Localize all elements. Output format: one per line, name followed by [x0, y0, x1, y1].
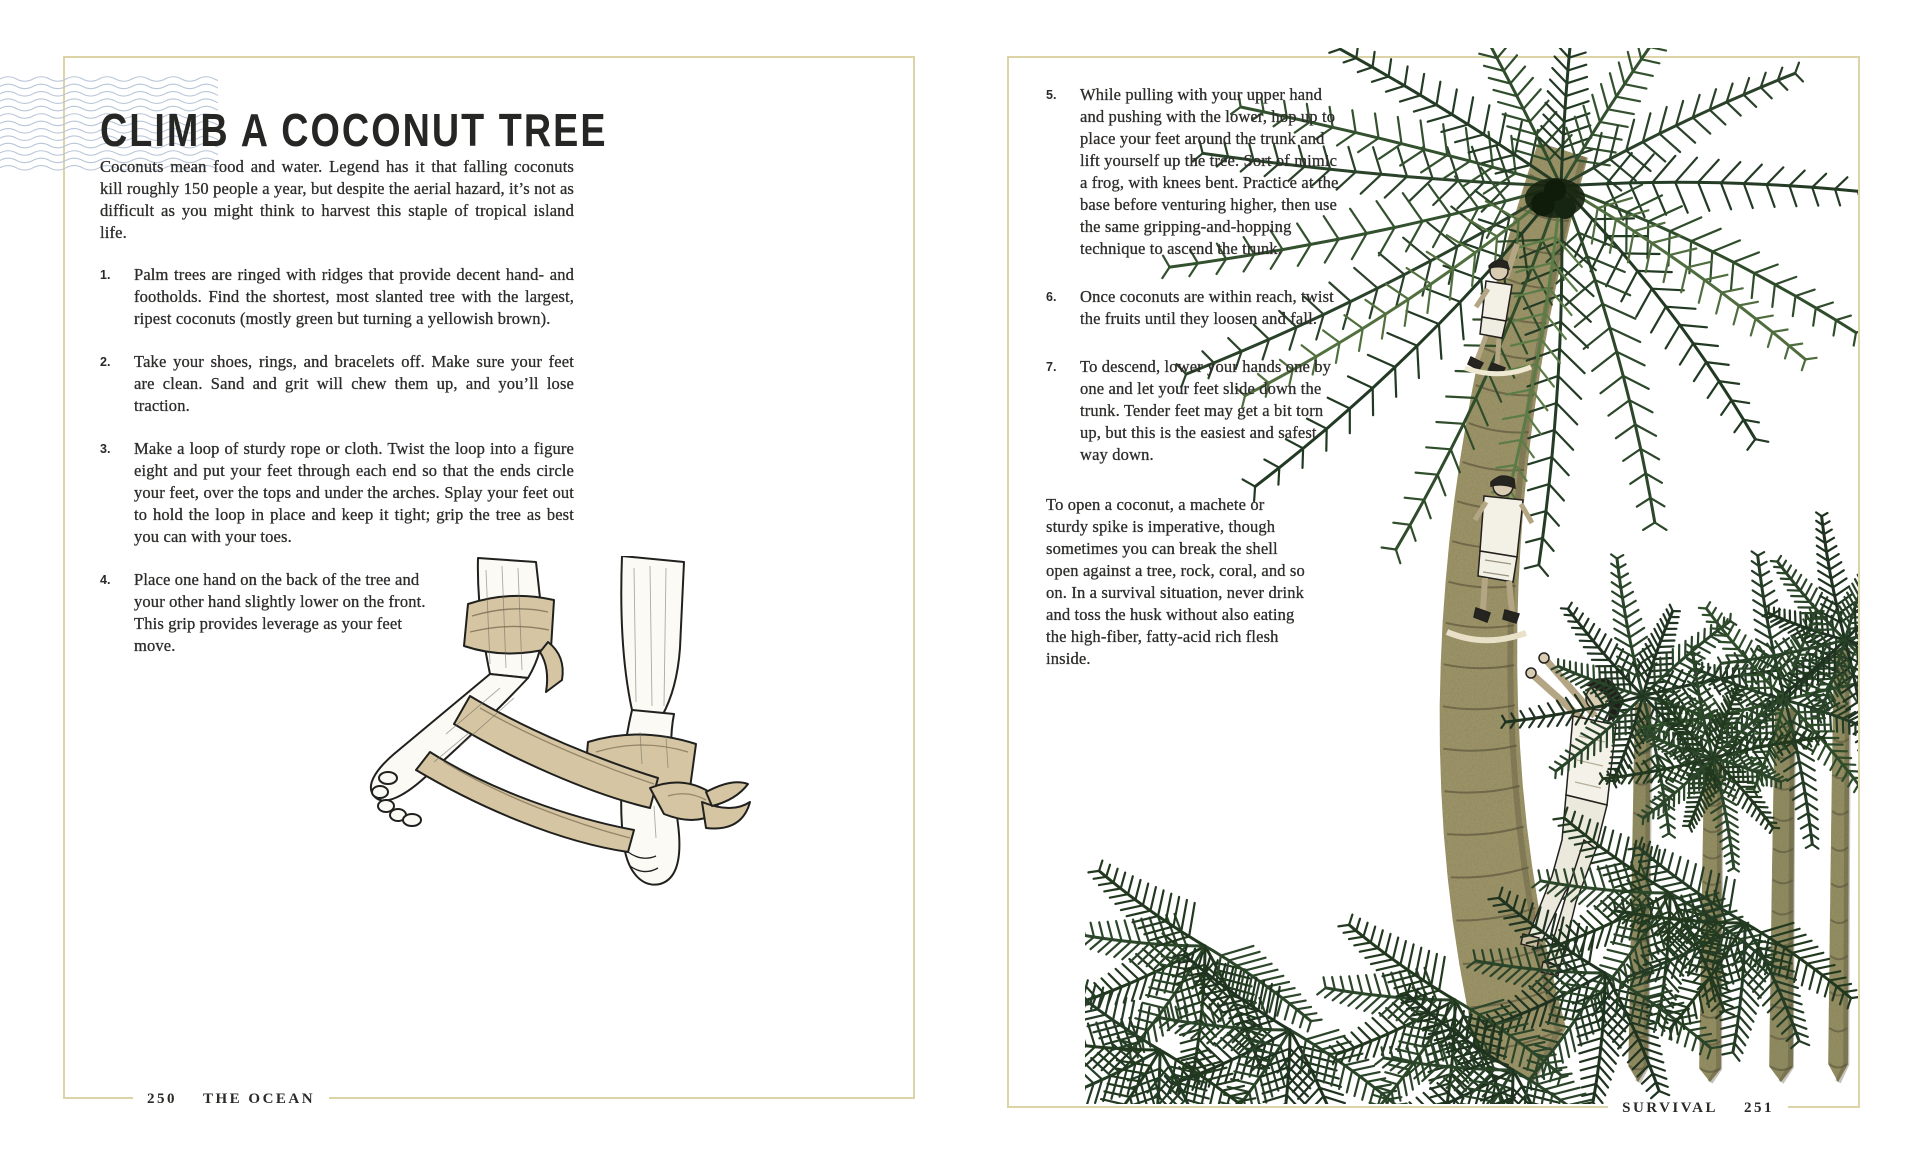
step-text: Palm trees are ringed with ridges that provide decent hand- and footholds. Find the shortest, most slanted tree with the largest, ripest coconuts (mostly green but turning a yellowish brown).	[134, 265, 574, 328]
step-text: While pulling with your upper hand and pushing with the lower, hop up to place your feet around the trunk and lift yourself up the tree. Sort of mimic a frog, with knees bent. Practice at the base before venturing higher, then use the same gripping-and-hopping technique to ascend the trunk.	[1080, 85, 1339, 258]
step-text: Make a loop of sturdy rope or cloth. Twist the loop into a figure eight and put your feet through each end so that the ends circle your feet, over the tops and under the arches. Splay your feet out to hold the loop in place and keep it tight; grip the tree as best you can with your toes.	[134, 439, 574, 546]
outro-paragraph: To open a coconut, a machete or sturdy spike is imperative, though sometimes you can break the shell open against a tree, rock, coral, and so on. In a survival situation, never drink and toss the husk without also eating the high-fiber, fatty-acid rich flesh inside.	[1046, 495, 1305, 668]
instruction-step	[100, 351, 574, 417]
step-number: 4.	[100, 573, 111, 587]
right-page-footer	[1608, 1100, 1788, 1117]
page-number: 250	[147, 1091, 177, 1107]
instruction-step	[1046, 84, 1346, 260]
instruction-step	[100, 438, 574, 548]
section-label: THE OCEAN	[203, 1091, 316, 1107]
instruction-step	[1046, 356, 1346, 466]
step-number: 2.	[100, 355, 111, 369]
step-number: 6.	[1046, 290, 1057, 304]
step-number: 7.	[1046, 360, 1057, 374]
step-text: To descend, lower your hands one by one and let your feet slide down the trunk. Tender feet may get a bit torn up, but this is the easiest and safest way down.	[1080, 357, 1332, 464]
instruction-step	[1046, 286, 1346, 330]
page-number: 251	[1744, 1100, 1774, 1116]
step-text: Take your shoes, rings, and bracelets off. Make sure your feet are clean. Sand and grit will chew them up, and you’ll lose traction.	[134, 352, 574, 415]
step-number: 5.	[1046, 88, 1057, 102]
intro-paragraph: Coconuts mean food and water. Legend has it that falling coconuts kill roughly 150 people a year, but despite the aerial hazard, it’s not as difficult as you might think to harvest this staple of tropical island life.	[100, 157, 574, 242]
step-text: Once coconuts are within reach, twist the fruits until they loosen and fall.	[1080, 287, 1334, 328]
left-page-footer	[133, 1091, 329, 1108]
step-number: 1.	[100, 268, 111, 282]
step-number: 3.	[100, 442, 111, 456]
instruction-step	[100, 264, 574, 330]
right-text-column	[1046, 84, 1346, 670]
left-text-column	[100, 156, 574, 678]
step-text: Place one hand on the back of the tree and your other hand slightly lower on the front. This grip provides leverage as your feet move.	[134, 570, 426, 655]
page-title: CLIMB A COCONUT TREE	[100, 103, 608, 156]
section-label: SURVIVAL	[1622, 1100, 1718, 1116]
instruction-step	[100, 569, 574, 657]
